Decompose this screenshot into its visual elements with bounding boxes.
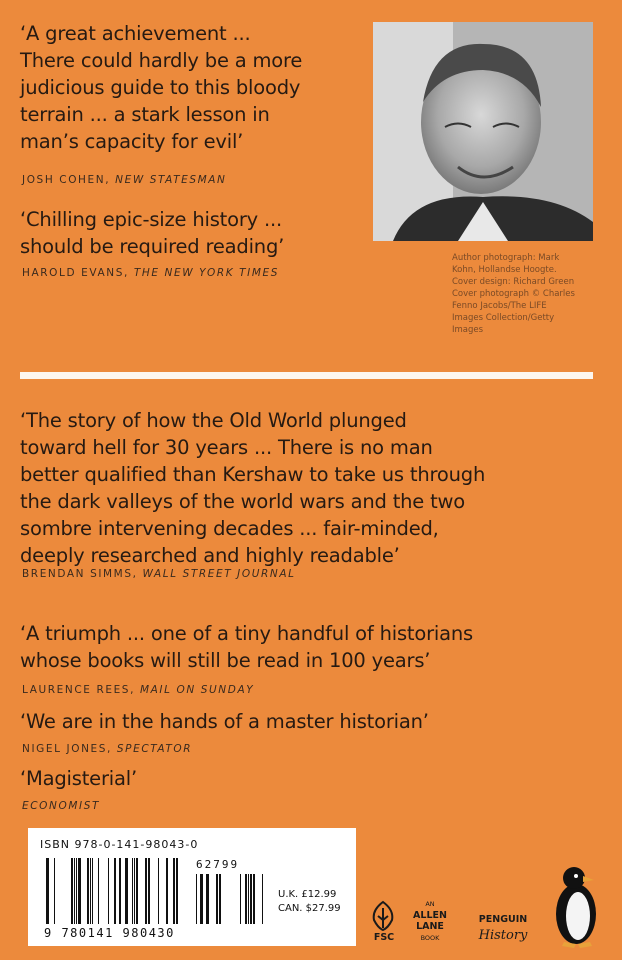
penguin-label: PENGUIN	[478, 914, 528, 925]
quote-1-source: NEW STATESMAN	[115, 174, 227, 186]
quote-1-author: JOSH COHEN,	[22, 174, 111, 186]
fsc-tree-icon	[368, 900, 398, 932]
barcode-addon-bars	[196, 874, 266, 924]
author-photo	[373, 22, 593, 241]
quote-4: ‘A triumph ... one of a tiny handful of historians whose books will still be read in 100 years’	[20, 622, 473, 672]
quote-4-attribution	[22, 684, 254, 696]
allen-lane-book: BOOK	[420, 934, 440, 942]
fsc-logo	[368, 900, 398, 944]
allen-lane-an: AN	[425, 900, 435, 908]
allen-lane-logo	[408, 900, 452, 950]
quote-4-source: MAIL ON SUNDAY	[139, 684, 255, 696]
quote-2-attribution	[22, 267, 279, 279]
quote-5-source: SPECTATOR	[116, 743, 193, 755]
quote-6-source: ECONOMIST	[22, 800, 100, 812]
isbn-label: ISBN 978-0-141-98043-0	[40, 838, 199, 851]
quote-3-attribution	[22, 568, 296, 580]
quote-5: ‘We are in the hands of a master historian’	[20, 710, 429, 733]
author-portrait-image	[373, 22, 593, 241]
barcode-panel	[28, 828, 356, 946]
quote-2-author: HAROLD EVANS,	[22, 267, 129, 279]
quote-1: ‘A great achievement ... There could hardly be a more judicious guide to this bloody terrain ... a stark lesson in man’s capacity for evil’	[20, 22, 303, 153]
fsc-label: FSC	[373, 932, 395, 943]
barcode-addon-digits: 62799	[196, 858, 240, 871]
allen-lane-name: ALLEN LANE	[413, 910, 447, 932]
quote-2: ‘Chilling epic-size history ... should be required reading’	[20, 208, 285, 258]
barcode-bars	[46, 858, 186, 924]
divider-rule	[20, 372, 593, 379]
quote-4-author: LAURENCE REES,	[22, 684, 136, 696]
quote-3-source: WALL STREET JOURNAL	[142, 568, 296, 580]
quote-6: ‘Magisterial’	[20, 767, 137, 790]
penguin-icon	[550, 862, 602, 948]
quote-5-author: NIGEL JONES,	[22, 743, 112, 755]
quote-3-author: BRENDAN SIMMS,	[22, 568, 138, 580]
quote-6-attribution	[22, 800, 100, 812]
history-label: History	[478, 928, 528, 943]
price-list: U.K. £12.99 CAN. $27.99	[278, 889, 341, 914]
quote-3: ‘The story of how the Old World plunged toward hell for 30 years ... There is no man better qualified than Kershaw to take us through the dark valleys of the world wars and the two sombre intervening decades ... fair-minded, deeply researched and highly readable’	[20, 409, 486, 567]
quote-5-attribution	[22, 743, 192, 755]
isbn-digits: 9 780141 980430	[44, 926, 175, 940]
photo-credits: Author photograph: Mark Kohn, Hollandse Hoogte. Cover design: Richard Green Cover photograph © Charles Fenno Jacobs/The LIFE Images Collection/Getty Images	[452, 253, 575, 335]
quote-2-source: THE NEW YORK TIMES	[133, 267, 280, 279]
quote-1-attribution	[22, 174, 227, 186]
